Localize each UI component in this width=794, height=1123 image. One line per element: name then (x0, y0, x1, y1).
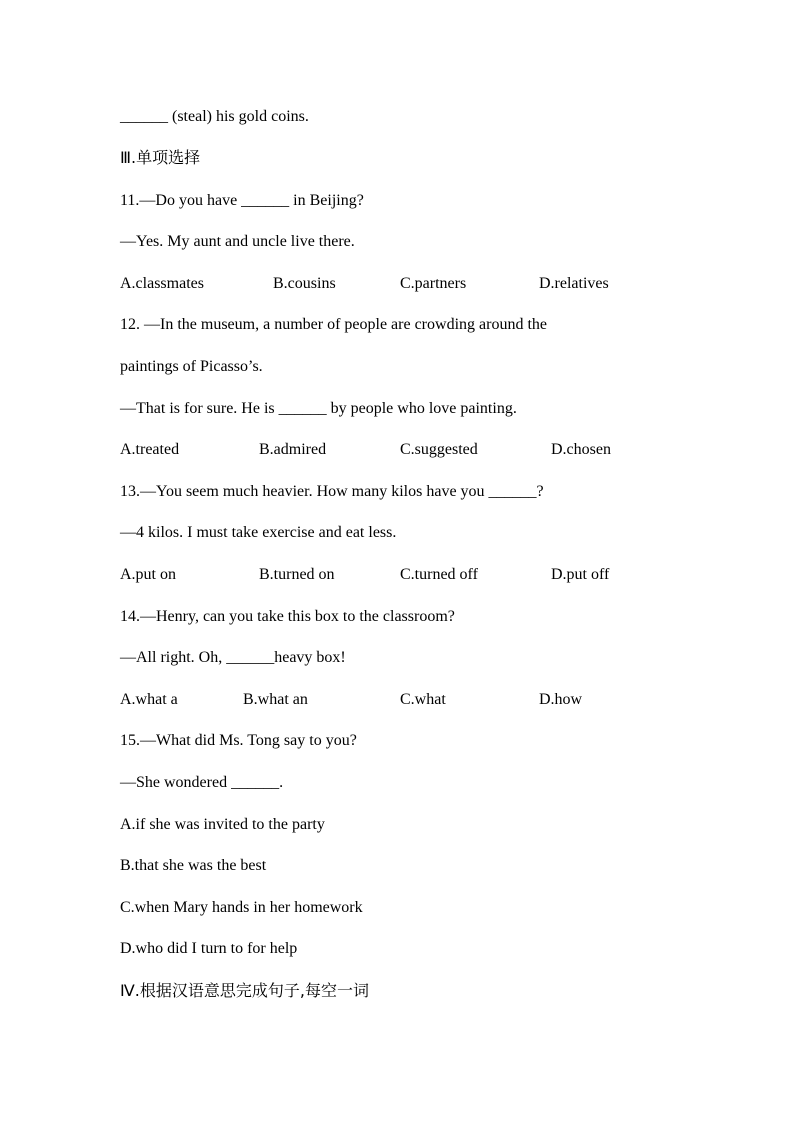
question-11-response: —Yes. My aunt and uncle live there. (120, 233, 355, 250)
q12-option-a: A.treated (120, 441, 180, 458)
question-15-response: —She wondered ______. (120, 774, 284, 791)
q14-option-c: C.what (400, 691, 446, 708)
q12-option-d: D.chosen (551, 441, 611, 458)
q14-option-a: A.what a (120, 691, 178, 708)
section-3-heading: Ⅲ.单项选择 (120, 148, 201, 167)
question-15: 15.—What did Ms. Tong say to you? (120, 732, 357, 749)
question-13-response: —4 kilos. I must take exercise and eat less. (120, 524, 397, 541)
q11-option-d: D.relatives (539, 275, 609, 292)
q11-option-a: A.classmates (120, 275, 204, 292)
q13-option-b: B.turned on (259, 566, 335, 583)
q13-option-c: C.turned off (400, 566, 478, 583)
q11-option-c: C.partners (400, 275, 467, 292)
question-14-response: —All right. Oh, ______heavy box! (120, 649, 346, 666)
q15-option-d: D.who did I turn to for help (120, 940, 298, 957)
question-12-response: —That is for sure. He is ______ by people who love painting. (120, 400, 517, 417)
section-4-heading: Ⅳ.根据汉语意思完成句子,每空一词 (120, 981, 369, 1000)
q11-option-b: B.cousins (273, 275, 336, 292)
question-13: 13.—You seem much heavier. How many kilos have you ______? (120, 483, 544, 500)
question-12-line-2: paintings of Picasso’s. (120, 358, 263, 375)
q13-option-a: A.put on (120, 566, 176, 583)
q12-option-c: C.suggested (400, 441, 478, 458)
q15-option-c: C.when Mary hands in her homework (120, 899, 363, 916)
q13-option-d: D.put off (551, 566, 610, 583)
question-14: 14.—Henry, can you take this box to the classroom? (120, 608, 455, 625)
question-11: 11.—Do you have ______ in Beijing? (120, 192, 364, 209)
continued-sentence: ______ (steal) his gold coins. (120, 108, 309, 125)
q14-option-d: D.how (539, 691, 583, 708)
question-12-line-1: 12. —In the museum, a number of people are crowding around the (120, 316, 547, 333)
q15-option-b: B.that she was the best (120, 857, 267, 874)
q12-option-b: B.admired (259, 441, 327, 458)
q15-option-a: A.if she was invited to the party (120, 816, 325, 833)
q14-option-b: B.what an (243, 691, 308, 708)
